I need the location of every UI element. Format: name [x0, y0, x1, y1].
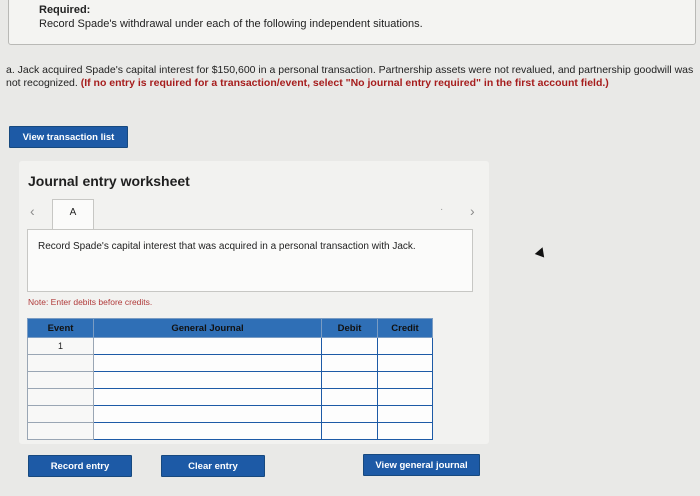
row-debit-field[interactable] — [322, 406, 378, 423]
row-debit-field[interactable] — [322, 338, 378, 355]
row-credit-field[interactable] — [378, 355, 433, 372]
table-row — [28, 389, 433, 406]
worksheet-title: Journal entry worksheet — [28, 173, 190, 189]
scenario-body: a. Jack acquired Spade's capital interest for $150,600 in a personal transaction. Partnership assets were not revalued, and partnership goodwill was not recognized. — [6, 64, 694, 89]
view-transaction-list-button[interactable]: View transaction list — [9, 126, 128, 148]
chevron-left-icon[interactable]: ‹ — [30, 203, 35, 219]
journal-table — [27, 318, 433, 440]
chevron-right-icon[interactable]: › — [470, 203, 475, 219]
row-account-field[interactable] — [94, 372, 322, 389]
debit-credit-note: Note: Enter debits before credits. — [28, 297, 153, 307]
row-debit-field[interactable] — [322, 355, 378, 372]
table-row — [28, 372, 433, 389]
row-account-field[interactable] — [94, 355, 322, 372]
row-credit-field[interactable] — [378, 338, 433, 355]
mouse-cursor-icon — [535, 246, 547, 258]
required-panel — [8, 0, 696, 45]
row-event-cell — [28, 406, 94, 423]
row-debit-field[interactable] — [322, 389, 378, 406]
row-event-cell: 1 — [28, 338, 94, 355]
row-event-cell — [28, 355, 94, 372]
row-debit-field[interactable] — [322, 423, 378, 440]
row-credit-field[interactable] — [378, 372, 433, 389]
table-header-row — [28, 319, 433, 338]
required-text: Record Spade's withdrawal under each of the following independent situations. — [39, 18, 423, 30]
row-account-field[interactable] — [94, 338, 322, 355]
worksheet-instruction: Record Spade's capital interest that was acquired in a personal transaction with Jack. — [27, 229, 473, 292]
table-row — [28, 355, 433, 372]
row-account-field[interactable] — [94, 406, 322, 423]
table-row — [28, 423, 433, 440]
row-event-cell — [28, 389, 94, 406]
row-event-cell — [28, 423, 94, 440]
row-credit-field[interactable] — [378, 406, 433, 423]
row-account-field[interactable] — [94, 423, 322, 440]
record-entry-button[interactable]: Record entry — [28, 455, 132, 477]
column-header-credit: Credit — [378, 319, 433, 338]
row-debit-field[interactable] — [322, 372, 378, 389]
view-general-journal-button[interactable]: View general journal — [363, 454, 480, 476]
column-header-general-journal: General Journal — [94, 319, 322, 338]
scenario-text — [6, 64, 696, 89]
scenario-emphasis: (If no entry is required for a transaction/event, select "No journal entry required" in the first account field.) — [80, 76, 609, 89]
row-credit-field[interactable] — [378, 389, 433, 406]
required-title: Required: — [39, 4, 91, 16]
column-header-event: Event — [28, 319, 94, 338]
table-row — [28, 406, 433, 423]
tab-a[interactable]: A — [52, 199, 94, 230]
column-header-debit: Debit — [322, 319, 378, 338]
table-row — [28, 338, 433, 355]
row-credit-field[interactable] — [378, 423, 433, 440]
row-event-cell — [28, 372, 94, 389]
tab-indicator: · — [440, 204, 444, 215]
row-account-field[interactable] — [94, 389, 322, 406]
clear-entry-button[interactable]: Clear entry — [161, 455, 265, 477]
